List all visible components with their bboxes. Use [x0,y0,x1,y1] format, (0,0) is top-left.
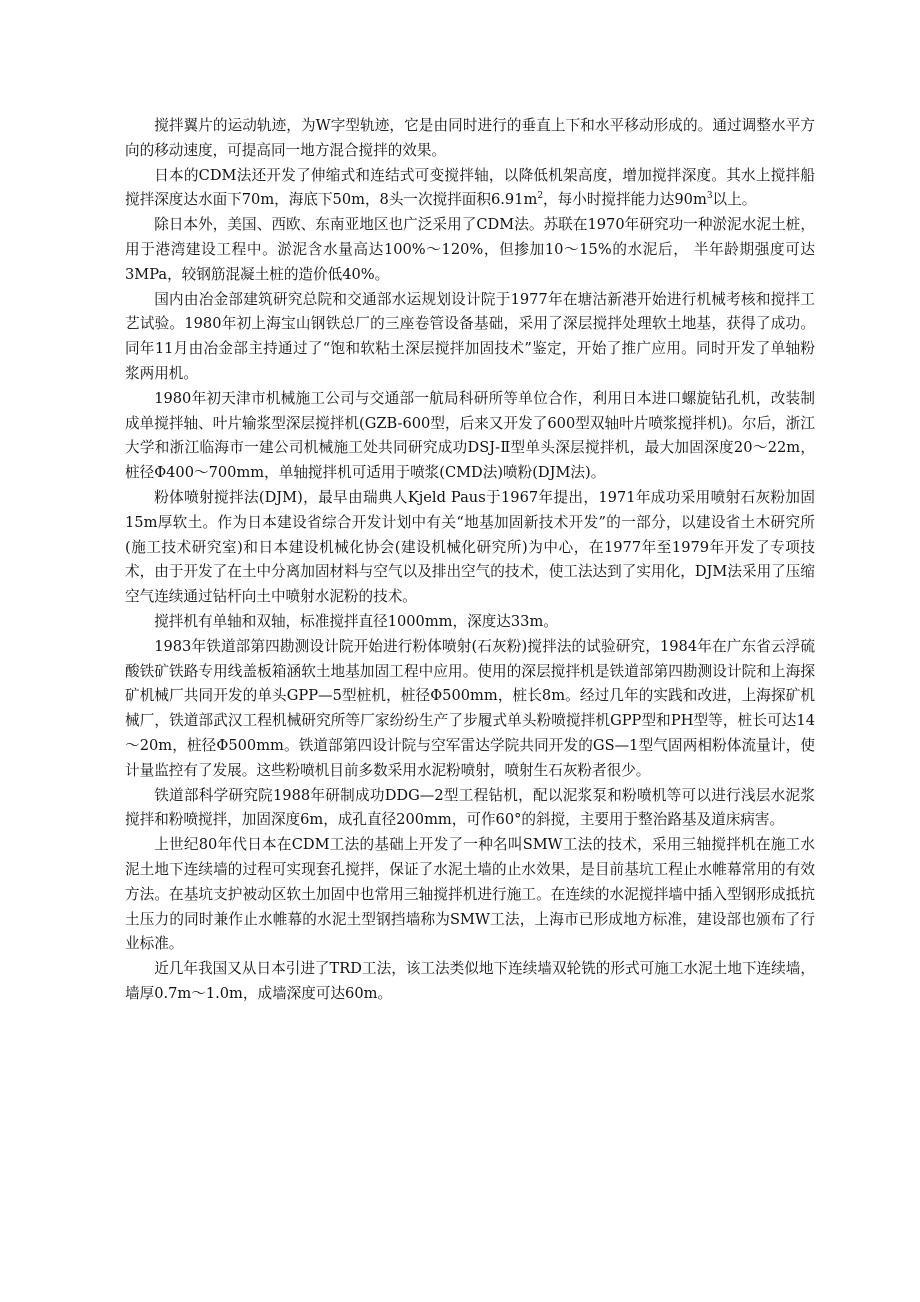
paragraph-text: 日本的CDM法还开发了伸缩式和连结式可变搅拌轴，以降低机架高度，增加搅拌深度。其水上搅拌船搅拌深度达水面下70m，海底下50m，8头一次搅拌面积6.91m [125,166,815,209]
paragraph-mixing-blade-trajectory: 搅拌翼片的运动轨迹，为W字型轨迹，它是由同时进行的垂直上下和水平移动形成的。通过调整水平方向的移动速度，可提高同一地方混合搅拌的效果。 [125,117,815,159]
paragraph-text: ，每小时搅拌能力达90m [543,191,707,209]
paragraph-railway-1988: 铁道部科学研究院1988年研制成功DDG—2型工程钻机，配以泥浆泵和粉喷机等可以进行浅层水泥浆搅拌和粉喷搅拌，加固深度6m，成孔直径200mm，可作60°的斜搅，主要用于整治路基及道床病害。 [125,786,815,829]
paragraph-mixer-axes: 搅拌机有单轴和双轴，标准搅拌直径1000mm，深度达33m。 [154,612,558,630]
paragraph-trd-method: 近几年我国又从日本引进了TRD工法，该工法类似地下连续墙双轮铣的形式可施工水泥土地下连续墙，墙厚0.7m～1.0m，成墙深度可达60m。 [125,960,815,1002]
paragraph-smw-method: 上世纪80年代日本在CDM工法的基础上开发了一种名叫SMW工法的技术，采用三轴搅拌机在施工水泥土地下连续墙的过程可实现套孔搅拌，保证了水泥土墙的止水效果，是目前基坑工程止水帷幕常用的有效方法。在基坑支护被动区软土加固中也常用三轴搅拌机进行施工。在连续的水泥搅拌墙中插入型钢形成抵抗土压力的同时兼作止水帷幕的水泥土型钢挡墙称为SMW工法，上海市已形成地方标准，建设部也颁布了行业标准。 [125,836,815,953]
paragraph-tianjin-1980: 1980年初天津市机械施工公司与交通部一航局科研所等单位合作，利用日本进口螺旋钻孔机，改装制成单搅拌轴、叶片输浆型深层搅拌机(GZB-600型，后来又开发了600型双轴叶片喷浆搅拌机)。尔后，浙江大学和浙江临海市一建公司机械施工处共同研究成功DSJ-Ⅱ型单头深层搅拌机，最大加固深度20～22m，桩径Φ400～700mm，单轴搅拌机可适用于喷浆(CMD法)喷粉(DJM法)。 [125,389,815,482]
document-body [125,114,815,1007]
paragraph-railway-1983: 1983年铁道部第四勘测设计院开始进行粉体喷射(石灰粉)搅拌法的试验研究，1984年在广东省云浮硫酸铁矿铁路专用线盖板箱涵软土地基加固工程中应用。使用的深层搅拌机是铁道部第四勘测设计院和上海探矿机械厂共同开发的单头GPP—5型桩机，桩径Φ500mm，桩长8m。经过几年的实践和改进，上海探矿机械厂，铁道部武汉工程机械研究所等厂家纷纷生产了步履式单头粉喷搅拌机GPP型和PH型等，桩长可达14～20m，桩径Φ500mm。铁道部第四设计院与空军雷达学院共同开发的GS—1型气固两相粉体流量计，使计量监控有了发展。这些粉喷机目前多数采用水泥粉喷射，喷射生石灰粉者很少。 [125,637,815,779]
paragraph-domestic-trials: 国内由冶金部建筑研究总院和交通部水运规划设计院于1977年在塘沽新港开始进行机械考核和搅拌工艺试验。1980年初上海宝山钢铁总厂的三座卷管设备基础，采用了深层搅拌处理软土地基，获得了成功。同年11月由冶金部主持通过了“饱和软粘土深层搅拌加固技术”鉴定，开始了推广应用。同时开发了单轴粉浆两用机。 [125,290,815,382]
paragraph-japan-cdm [125,164,815,214]
paragraph-international-cdm: 除日本外，美国、西欧、东南亚地区也广泛采用了CDM法。苏联在1970年研究功一种淤泥水泥土桩，用于港湾建设工程中。淤泥含水量高达100%～120%，但掺加10～15%的水泥后， 半年龄期强度可达3MPa，较钢筋混凝土桩的造价低40%。 [125,216,815,283]
paragraph-djm-method: 粉体喷射搅拌法(DJM)，最早由瑞典人Kjeld Paus于1967年提出，1971年成功采用喷射石灰粉加固15m厚软土。作为日本建设省综合开发计划中有关“地基加固新技术开发”的一部分，以建设省土木研究所(施工技术研究室)和日本建设机械化协会(建设机械化研究所)为中心，在1977年至1979年开发了专项技术，由于开发了在土中分离加固材料与空气以及排出空气的技术，使工法达到了实用化，DJM法采用了压缩空气连续通过钻杆向土中喷射水泥粉的技术。 [125,488,815,606]
paragraph-text: 以上。 [712,191,757,209]
superscript: 2 [537,191,544,202]
superscript: 3 [706,191,713,202]
